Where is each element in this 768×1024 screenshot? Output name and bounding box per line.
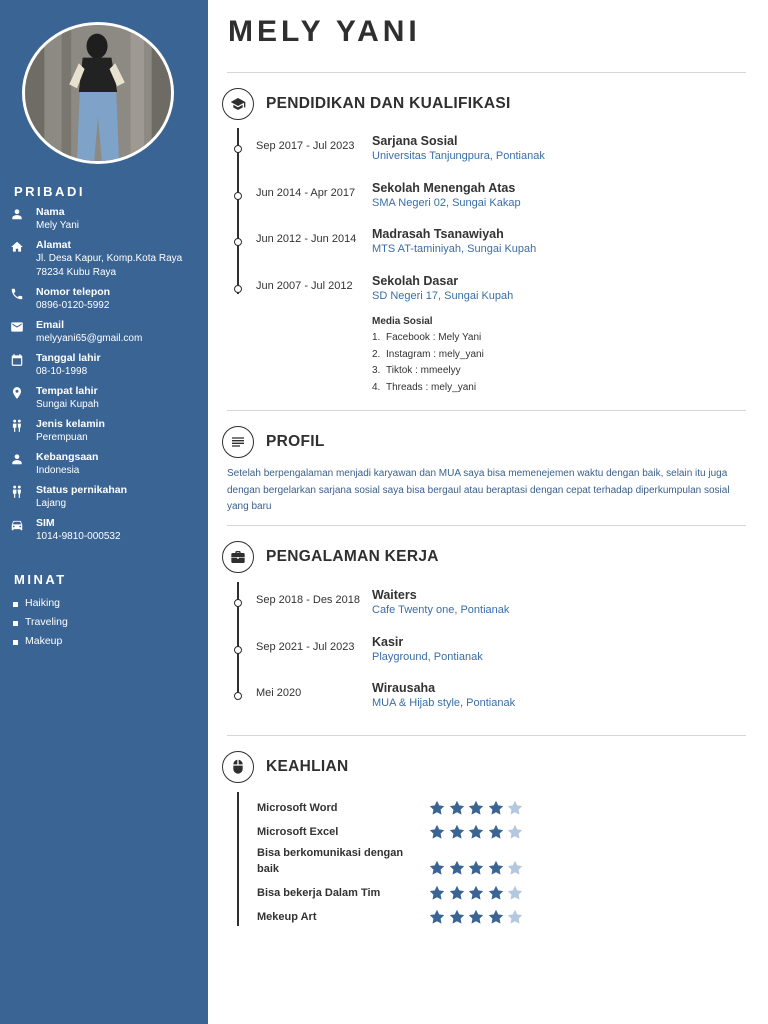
star-filled-icon <box>449 800 465 816</box>
info-value: 08-10-1998 <box>36 366 88 377</box>
divider <box>227 72 746 73</box>
page-title: MELY YANI <box>228 15 421 48</box>
minat-list <box>12 594 68 651</box>
info-label: Jenis kelamin <box>36 418 105 430</box>
list-number: 2. <box>372 348 381 360</box>
star-filled-icon <box>488 860 504 876</box>
entry-subtitle: Cafe Twenty one, Pontianak <box>372 604 510 616</box>
info-label: Nomor telepon <box>36 286 111 298</box>
entry-subtitle: SD Negeri 17, Sungai Kupah <box>372 289 514 302</box>
entry-title: Waiters <box>372 588 417 602</box>
pribadi-heading: PRIBADI <box>14 184 85 199</box>
phone-icon <box>10 287 24 301</box>
entry-date: Sep 2021 - Jul 2023 <box>256 640 355 653</box>
home-icon <box>10 240 24 254</box>
info-label: Status pernikahan <box>36 484 128 496</box>
people-icon <box>10 419 24 433</box>
pendidikan-title: PENDIDIKAN DAN KUALIFIKASI <box>266 95 511 112</box>
info-item-nama <box>10 205 202 233</box>
star-filled-icon <box>449 824 465 840</box>
skill-line <box>237 792 239 926</box>
star-filled-icon <box>429 860 445 876</box>
divider <box>227 525 746 526</box>
star-filled-icon <box>468 800 484 816</box>
star-rating <box>429 824 527 845</box>
info-value: Jl. Desa Kapur, Komp.Kota Raya 78234 Kubu Raya <box>36 253 183 278</box>
star-filled-icon <box>429 909 445 925</box>
star-empty-icon <box>507 909 523 925</box>
calendar-icon <box>10 353 24 367</box>
keahlian-title: KEAHLIAN <box>266 758 349 775</box>
timeline-dot <box>234 285 242 293</box>
skill-name: Microsoft Excel <box>257 826 339 838</box>
info-label: Nama <box>36 206 65 218</box>
star-rating <box>429 860 527 881</box>
star-filled-icon <box>468 860 484 876</box>
document-lines-icon <box>222 426 254 458</box>
location-pin-icon <box>10 386 24 400</box>
timeline-dot <box>234 599 242 607</box>
star-empty-icon <box>507 885 523 901</box>
list-number: 1. <box>372 332 381 343</box>
star-rating <box>429 800 527 821</box>
profile-photo-image <box>25 25 171 161</box>
entry-title: Sekolah Dasar <box>372 273 459 288</box>
info-value: Perempuan <box>36 432 88 443</box>
pengalaman-title: PENGALAMAN KERJA <box>266 548 439 565</box>
timeline-dot <box>234 238 242 246</box>
star-filled-icon <box>429 800 445 816</box>
star-empty-icon <box>507 800 523 816</box>
info-item-alamat <box>10 238 202 280</box>
entry-date: Sep 2017 - Jul 2023 <box>256 140 355 152</box>
entry-subtitle: MUA & Hijab style, Pontianak <box>372 697 516 709</box>
star-rating <box>429 909 527 930</box>
star-filled-icon <box>449 860 465 876</box>
timeline-dot <box>234 692 242 700</box>
star-empty-icon <box>507 824 523 840</box>
minat-heading: MINAT <box>14 572 67 587</box>
mouse-icon <box>222 751 254 783</box>
info-label: Tanggal lahir <box>36 352 101 364</box>
star-rating <box>429 885 527 906</box>
star-filled-icon <box>488 800 504 816</box>
info-value: 1014-9810-000532 <box>36 531 121 542</box>
media-sosial-text: Tiktok : mmeelyy <box>386 365 461 376</box>
timeline-dot <box>234 192 242 200</box>
entry-date: Mei 2020 <box>256 687 302 699</box>
entry-subtitle: MTS AT-taminiyah, Sungai Kupah <box>372 243 537 255</box>
star-filled-icon <box>468 885 484 901</box>
info-label: Alamat <box>36 239 72 251</box>
list-number: 4. <box>372 381 381 393</box>
info-item-nomor-telepon <box>10 285 202 313</box>
list-number: 3. <box>372 365 381 376</box>
minat-item: Haiking <box>12 594 68 613</box>
info-item-tanggal-lahir <box>10 351 202 379</box>
people-icon <box>10 485 24 499</box>
entry-subtitle: SMA Negeri 02, Sungai Kakap <box>372 196 521 209</box>
media-sosial <box>372 314 484 396</box>
star-filled-icon <box>488 824 504 840</box>
info-value: melyyani65@gmail.com <box>36 333 143 344</box>
divider <box>227 410 746 411</box>
star-filled-icon <box>468 909 484 925</box>
entry-title: Sarjana Sosial <box>372 134 458 148</box>
info-item-email <box>10 318 202 346</box>
entry-subtitle: Playground, Pontianak <box>372 650 483 663</box>
entry-title: Madrasah Tsanawiyah <box>372 227 504 241</box>
star-filled-icon <box>429 885 445 901</box>
star-empty-icon <box>507 860 523 876</box>
media-sosial-item <box>372 380 484 397</box>
entry-date: Sep 2018 - Des 2018 <box>256 594 360 606</box>
star-filled-icon <box>468 824 484 840</box>
info-label: Kebangsaan <box>36 451 99 463</box>
timeline-dot <box>234 646 242 654</box>
star-filled-icon <box>449 885 465 901</box>
info-value: Mely Yani <box>36 220 79 231</box>
info-value: 0896-0120-5992 <box>36 300 110 311</box>
timeline-dot <box>234 145 242 153</box>
skill-name: Microsoft Word <box>257 802 338 814</box>
media-sosial-item <box>372 330 484 347</box>
minat-item: Traveling <box>12 613 68 632</box>
skill-name: Bisa bekerja Dalam Tim <box>257 887 381 899</box>
info-item-kebangsaan <box>10 450 202 478</box>
info-value: Lajang <box>36 498 67 509</box>
graduation-cap-icon <box>222 88 254 120</box>
minat-item: Makeup <box>12 632 68 651</box>
entry-date: Jun 2012 - Jun 2014 <box>256 233 357 245</box>
divider <box>227 735 746 736</box>
briefcase-icon <box>222 541 254 573</box>
info-value: Indonesia <box>36 465 80 476</box>
profil-text: Setelah berpengalaman menjadi karyawan dan MUA saya bisa memenejemen waktu dengan baik, selain itu juga dengan bergelarkan sarjana sosial saya bisa bergaul atau beraptasi dengan cepat terhadap diperkumpulan sosial yang baru <box>227 468 730 512</box>
email-icon <box>10 320 24 334</box>
car-icon <box>10 518 24 532</box>
info-label: SIM <box>36 517 55 529</box>
profile-photo <box>22 22 174 164</box>
main-content <box>208 0 768 1024</box>
entry-subtitle: Universitas Tanjungpura, Pontianak <box>372 150 545 162</box>
star-filled-icon <box>488 909 504 925</box>
star-filled-icon <box>449 909 465 925</box>
skill-name: Mekeup Art <box>257 911 317 923</box>
media-sosial-item <box>372 347 484 364</box>
media-sosial-title: Media Sosial <box>372 316 433 327</box>
media-sosial-item <box>372 363 484 380</box>
media-sosial-text: Facebook : Mely Yani <box>386 332 482 343</box>
star-filled-icon <box>488 885 504 901</box>
entry-title: Wirausaha <box>372 681 436 695</box>
profil-title: PROFIL <box>266 433 325 450</box>
person-icon <box>10 207 24 221</box>
entry-title: Kasir <box>372 634 404 649</box>
personal-info-list <box>10 205 202 549</box>
media-sosial-text: Instagram : mely_yani <box>386 348 484 360</box>
info-item-jenis-kelamin <box>10 417 202 445</box>
media-sosial-text: Threads : mely_yani <box>386 381 477 393</box>
info-value: Sungai Kupah <box>36 399 99 410</box>
info-item-sim <box>10 516 202 544</box>
person-icon <box>10 452 24 466</box>
entry-date: Jun 2014 - Apr 2017 <box>256 186 356 199</box>
info-label: Tempat lahir <box>36 385 98 397</box>
info-item-tempat-lahir <box>10 384 202 412</box>
info-item-status-pernikahan <box>10 483 202 511</box>
entry-title: Sekolah Menengah Atas <box>372 180 516 195</box>
star-filled-icon <box>429 824 445 840</box>
info-label: Email <box>36 319 65 331</box>
sidebar <box>0 0 208 1024</box>
entry-date: Jun 2007 - Jul 2012 <box>256 279 353 292</box>
skill-name: Bisa berkomunikasi dengan baik <box>257 847 404 875</box>
